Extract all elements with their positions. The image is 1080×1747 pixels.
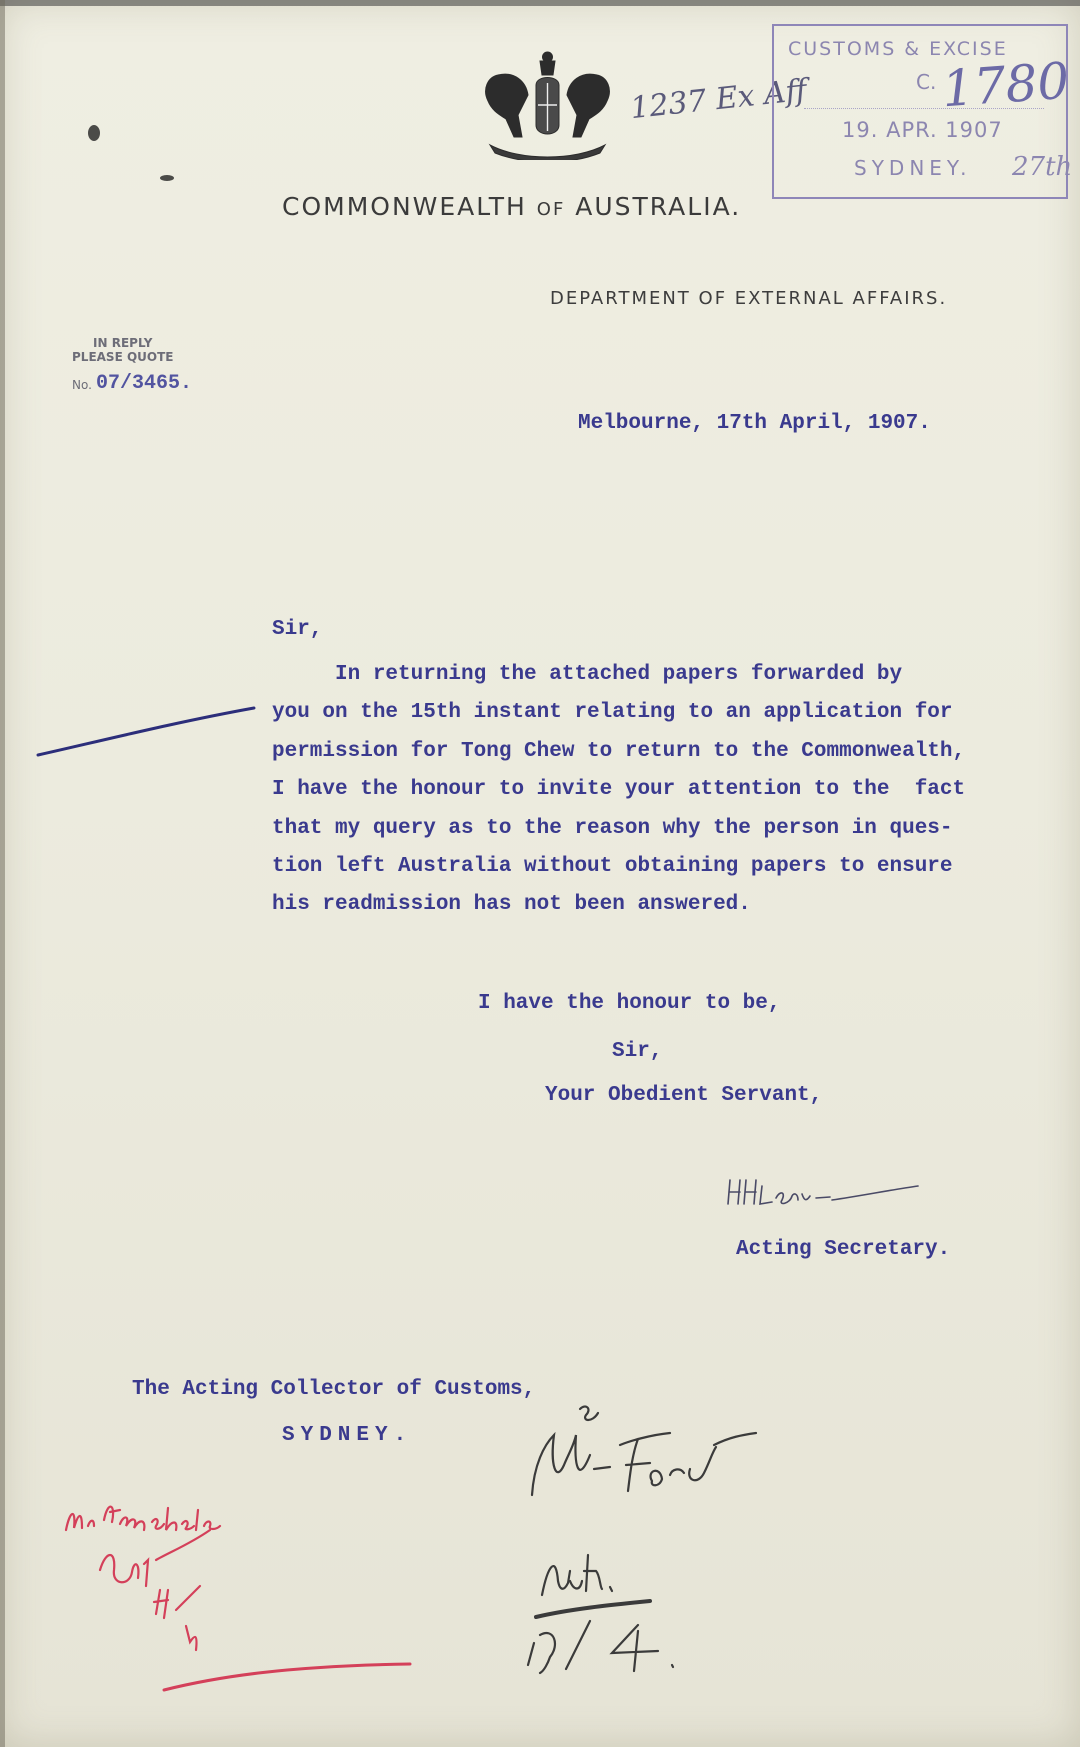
body-line: that my query as to the reason why the person in ques-: [272, 816, 953, 840]
country-suffix: AUSTRALIA.: [575, 192, 742, 221]
letterhead-department: DEPARTMENT OF EXTERNAL AFFAIRS.: [550, 288, 948, 309]
reference-number: 07/3465.: [96, 372, 193, 395]
secretary-signature: [720, 1160, 920, 1220]
pen-stroke-mark: [36, 700, 256, 760]
recipient-city: SYDNEY.: [282, 1424, 413, 1447]
crest-handwritten-note: 1237 Ex Aff: [628, 72, 809, 127]
reply-instruction: [72, 336, 173, 364]
ink-spot: [88, 125, 100, 141]
customs-received-stamp: [772, 24, 1073, 199]
red-pencil-annotation: [60, 1490, 420, 1700]
signature-title: Acting Secretary.: [736, 1238, 951, 1261]
body-line: In returning the attached papers forwarded by: [272, 663, 903, 686]
letter-closing: I have the honour to be,: [478, 992, 781, 1015]
body-line: his readmission has not been answered.: [272, 893, 751, 917]
body-line: you on the 15th instant relating to an application for: [272, 701, 953, 725]
ford-authorisation-note: [520, 1395, 760, 1675]
reference-no-label: No.: [72, 378, 92, 392]
recipient-name: The Acting Collector of Customs,: [132, 1378, 536, 1401]
letter-date: Melbourne, 17th April, 1907.: [578, 412, 931, 435]
body-line: I have the honour to invite your attention to the fact: [272, 778, 966, 802]
page-left-edge: [0, 0, 5, 1747]
reply-line-1: IN REPLY: [93, 336, 153, 350]
coat-of-arms-icon: [470, 45, 625, 160]
body-line: tion left Australia without obtaining papers to ensure: [272, 855, 953, 879]
letterhead-country: [282, 192, 741, 221]
letter-body: [272, 656, 1012, 925]
letter-closing-sir: Sir,: [612, 1040, 663, 1063]
letter-salutation: Sir,: [272, 618, 323, 641]
country-of: OF: [536, 199, 566, 220]
page-top-edge: [0, 0, 1080, 6]
reply-line-2: PLEASE QUOTE: [72, 350, 174, 364]
ink-spot: [160, 175, 174, 181]
stamp-number: 1780: [940, 51, 1072, 119]
stamp-title: CUSTOMS & EXCISE: [788, 38, 1008, 60]
body-line: permission for Tong Chew to return to the Commonwealth,: [272, 739, 966, 763]
letter-closing-servant: Your Obedient Servant,: [545, 1084, 823, 1107]
country-prefix: COMMONWEALTH: [282, 192, 527, 221]
stamp-city-note: 27th: [1012, 152, 1073, 182]
stamp-date: 19. APR. 1907: [842, 118, 1003, 142]
stamp-city: SYDNEY.: [854, 156, 972, 180]
stamp-number-prefix: C.: [916, 70, 937, 94]
